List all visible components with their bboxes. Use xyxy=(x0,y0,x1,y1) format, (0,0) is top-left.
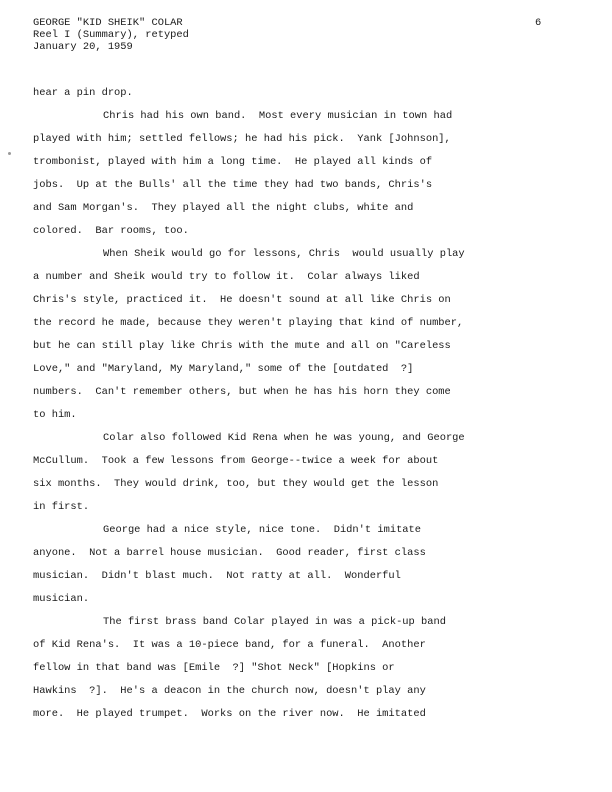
text-line: Chris's style, practiced it. He doesn't sound at all like Chris on xyxy=(33,294,451,306)
text-line: the record he made, because they weren't playing that kind of number, xyxy=(33,317,464,329)
text-line: of Kid Rena's. It was a 10-piece band, for a funeral. Another xyxy=(33,639,426,651)
text-line: musician. Didn't blast much. Not ratty at all. Wonderful xyxy=(33,570,401,582)
header-reel-line: Reel I (Summary), retyped xyxy=(33,29,189,41)
paragraph-start-line: Colar also followed Kid Rena when he was young, and George xyxy=(103,432,465,444)
text-line: more. He played trumpet. Works on the river now. He imitated xyxy=(33,708,426,720)
text-line: to him. xyxy=(33,409,77,421)
text-line: Love," and "Maryland, My Maryland," some of the [outdated ?] xyxy=(33,363,414,375)
header-subject-line: GEORGE "KID SHEIK" COLAR xyxy=(33,17,183,29)
text-line: Hawkins ?]. He's a deacon in the church now, doesn't play any xyxy=(33,685,426,697)
paragraph-start-line: The first brass band Colar played in was a pick-up band xyxy=(103,616,446,628)
text-line: in first. xyxy=(33,501,90,513)
text-line: and Sam Morgan's. They played all the night clubs, white and xyxy=(33,202,414,214)
paragraph-start-line: George had a nice style, nice tone. Didn't imitate xyxy=(103,524,422,536)
transcript-body xyxy=(33,87,553,731)
page-number: 6 xyxy=(535,17,542,29)
text-line: a number and Sheik would try to follow it. Colar always liked xyxy=(33,271,420,283)
text-line: anyone. Not a barrel house musician. Good reader, first class xyxy=(33,547,426,559)
text-line: colored. Bar rooms, too. xyxy=(33,225,189,237)
header-date-line: January 20, 1959 xyxy=(33,41,133,53)
paragraph-start-line: Chris had his own band. Most every musician in town had xyxy=(103,110,453,122)
text-line: fellow in that band was [Emile ?] "Shot Neck" [Hopkins or xyxy=(33,662,395,674)
text-line: but he can still play like Chris with the mute and all on "Careless xyxy=(33,340,451,352)
text-line: numbers. Can't remember others, but when he has his horn they come xyxy=(33,386,451,398)
paragraph-start-line: When Sheik would go for lessons, Chris would usually play xyxy=(103,248,465,260)
text-line: hear a pin drop. xyxy=(33,87,133,99)
text-line: trombonist, played with him a long time. He played all kinds of xyxy=(33,156,433,168)
text-line: six months. They would drink, too, but they would get the lesson xyxy=(33,478,439,490)
text-line: McCullum. Took a few lessons from George--twice a week for about xyxy=(33,455,439,467)
text-line: jobs. Up at the Bulls' all the time they had two bands, Chris's xyxy=(33,179,433,191)
text-line: played with him; settled fellows; he had his pick. Yank [Johnson], xyxy=(33,133,451,145)
document-header xyxy=(33,17,453,53)
text-line: musician. xyxy=(33,593,90,605)
margin-mark xyxy=(8,152,11,155)
